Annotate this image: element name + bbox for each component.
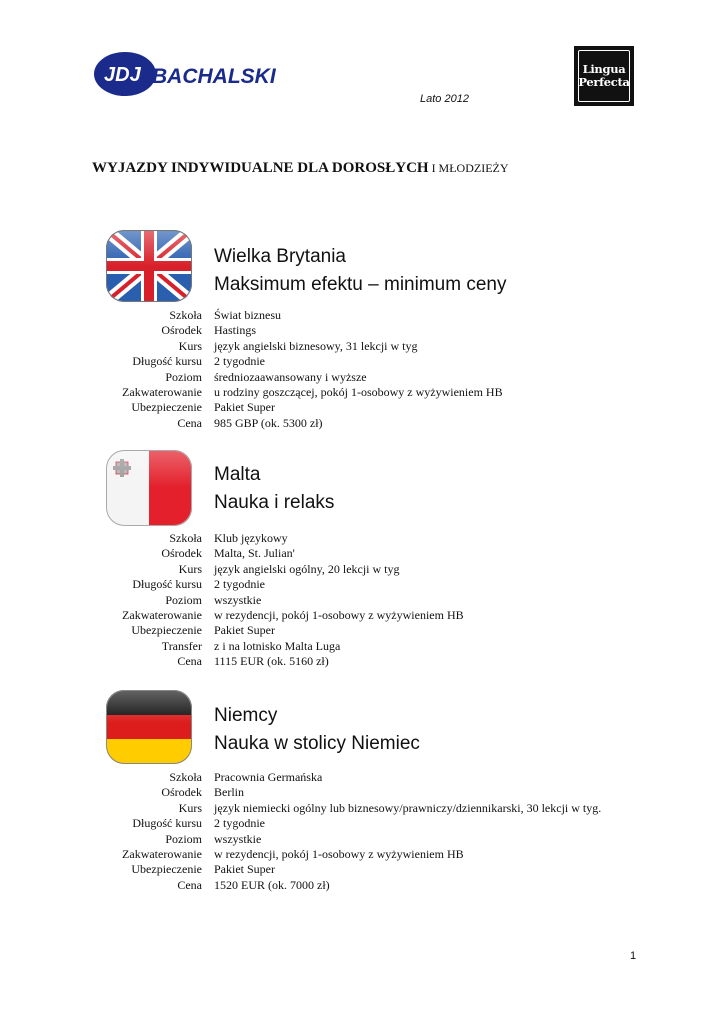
detail-label: Kurs [178,800,202,815]
detail-row [90,639,650,654]
details-list [90,531,650,670]
detail-value: w rezydencji, pokój 1-osobowy z wyżywieniem HB [214,608,464,623]
detail-label: Ubezpieczenie [131,623,202,638]
germany-flag-icon [106,690,192,764]
detail-row [90,770,650,785]
detail-label: Cena [177,654,202,669]
detail-label: Ubezpieczenie [131,400,202,415]
section-heading [214,243,506,299]
detail-label: Zakwaterowanie [122,385,202,400]
detail-value: 2 tygodnie [214,577,265,592]
detail-row [90,847,650,862]
page-title [92,160,509,177]
detail-label: Poziom [165,831,202,846]
section-subtitle: Nauka i relaks [214,492,335,513]
detail-row [90,400,650,415]
detail-value: Pakiet Super [214,623,275,638]
detail-row [90,862,650,877]
detail-row [90,416,650,431]
detail-row [90,308,650,323]
detail-row [90,370,650,385]
detail-label: Transfer [161,638,202,653]
logo-bachalski-text: BACHALSKI [152,65,276,88]
detail-value: Pracownia Germańska [214,770,323,784]
detail-value: język angielski ogólny, 20 lekcji w tyg [214,561,400,576]
detail-row [90,531,650,546]
detail-row [90,654,650,669]
detail-value: 2 tygodnie [214,354,265,369]
logo-lingua-text: Lingua [582,62,626,76]
section-subtitle: Maksimum efektu – minimum ceny [214,274,507,295]
details-list [90,770,650,893]
detail-label: Szkoła [169,531,202,545]
jdj-bachalski-logo [92,48,312,100]
detail-value: Pakiet Super [214,862,275,877]
page-number: 1 [630,950,637,962]
country-name: Wielka Brytania [214,246,346,267]
detail-value: Świat biznesu [214,308,281,322]
detail-row [90,546,650,561]
detail-value: Hastings [214,323,256,338]
detail-row [90,323,650,338]
detail-row [90,385,650,400]
detail-label: Ośrodek [161,785,202,800]
lingua-perfecta-logo [574,46,634,106]
detail-value: u rodziny goszczącej, pokój 1-osobowy z wyżywieniem HB [214,385,503,400]
detail-row [90,878,650,893]
detail-value: Pakiet Super [214,400,275,415]
detail-value: Klub językowy [214,531,288,545]
logo-perfecta-text: Perfecta [578,75,630,89]
detail-row [90,354,650,369]
malta-flag-icon [106,450,192,526]
detail-value: z i na lotnisko Malta Luga [214,638,341,653]
detail-label: Kurs [178,338,202,353]
detail-row [90,832,650,847]
season-label: Lato 2012 [420,93,469,105]
detail-label: Długość kursu [132,354,202,369]
detail-row [90,608,650,623]
detail-row [90,801,650,816]
detail-label: Cena [177,877,202,892]
detail-label: Zakwaterowanie [122,608,202,623]
detail-value: Berlin [214,785,244,800]
section-heading [214,702,420,758]
detail-value: 1115 EUR (ok. 5160 zł) [214,654,329,669]
page-title-main: WYJAZDY INDYWIDUALNE DLA DOROSŁYCH [92,160,429,176]
detail-row [90,577,650,592]
detail-row [90,785,650,800]
detail-row [90,816,650,831]
section-heading [214,461,334,517]
country-name: Niemcy [214,705,278,726]
detail-label: Szkoła [169,770,202,784]
detail-row [90,339,650,354]
detail-value: wszystkie [214,831,262,846]
detail-label: Poziom [165,592,202,607]
detail-value: 2 tygodnie [214,816,265,831]
detail-value: język angielski biznesowy, 31 lekcji w tyg [214,338,418,353]
detail-label: Zakwaterowanie [122,847,202,862]
logo-jdj-text: JDJ [104,64,141,86]
detail-label: Długość kursu [132,577,202,592]
detail-row [90,562,650,577]
page-title-small: I MŁODZIEŻY [428,161,509,175]
detail-value: Malta, St. Julian' [214,546,295,561]
country-name: Malta [214,464,261,485]
uk-flag-icon [106,230,192,302]
detail-label: Poziom [165,369,202,384]
detail-row [90,593,650,608]
detail-label: Ubezpieczenie [131,862,202,877]
details-list [90,308,650,431]
detail-value: w rezydencji, pokój 1-osobowy z wyżywieniem HB [214,847,464,862]
detail-label: Ośrodek [161,546,202,561]
detail-label: Szkoła [169,308,202,322]
detail-value: 985 GBP (ok. 5300 zł) [214,415,323,430]
section-subtitle: Nauka w stolicy Niemiec [214,733,420,754]
detail-value: 1520 EUR (ok. 7000 zł) [214,877,330,892]
detail-row [90,623,650,638]
detail-label: Długość kursu [132,816,202,831]
detail-label: Ośrodek [161,323,202,338]
detail-value: język niemiecki ogólny lub biznesowy/prawniczy/dziennikarski, 30 lekcji w tyg. [214,800,602,815]
detail-value: średniozaawansowany i wyższe [214,369,367,384]
detail-label: Cena [177,415,202,430]
detail-value: wszystkie [214,592,262,607]
detail-label: Kurs [178,561,202,576]
